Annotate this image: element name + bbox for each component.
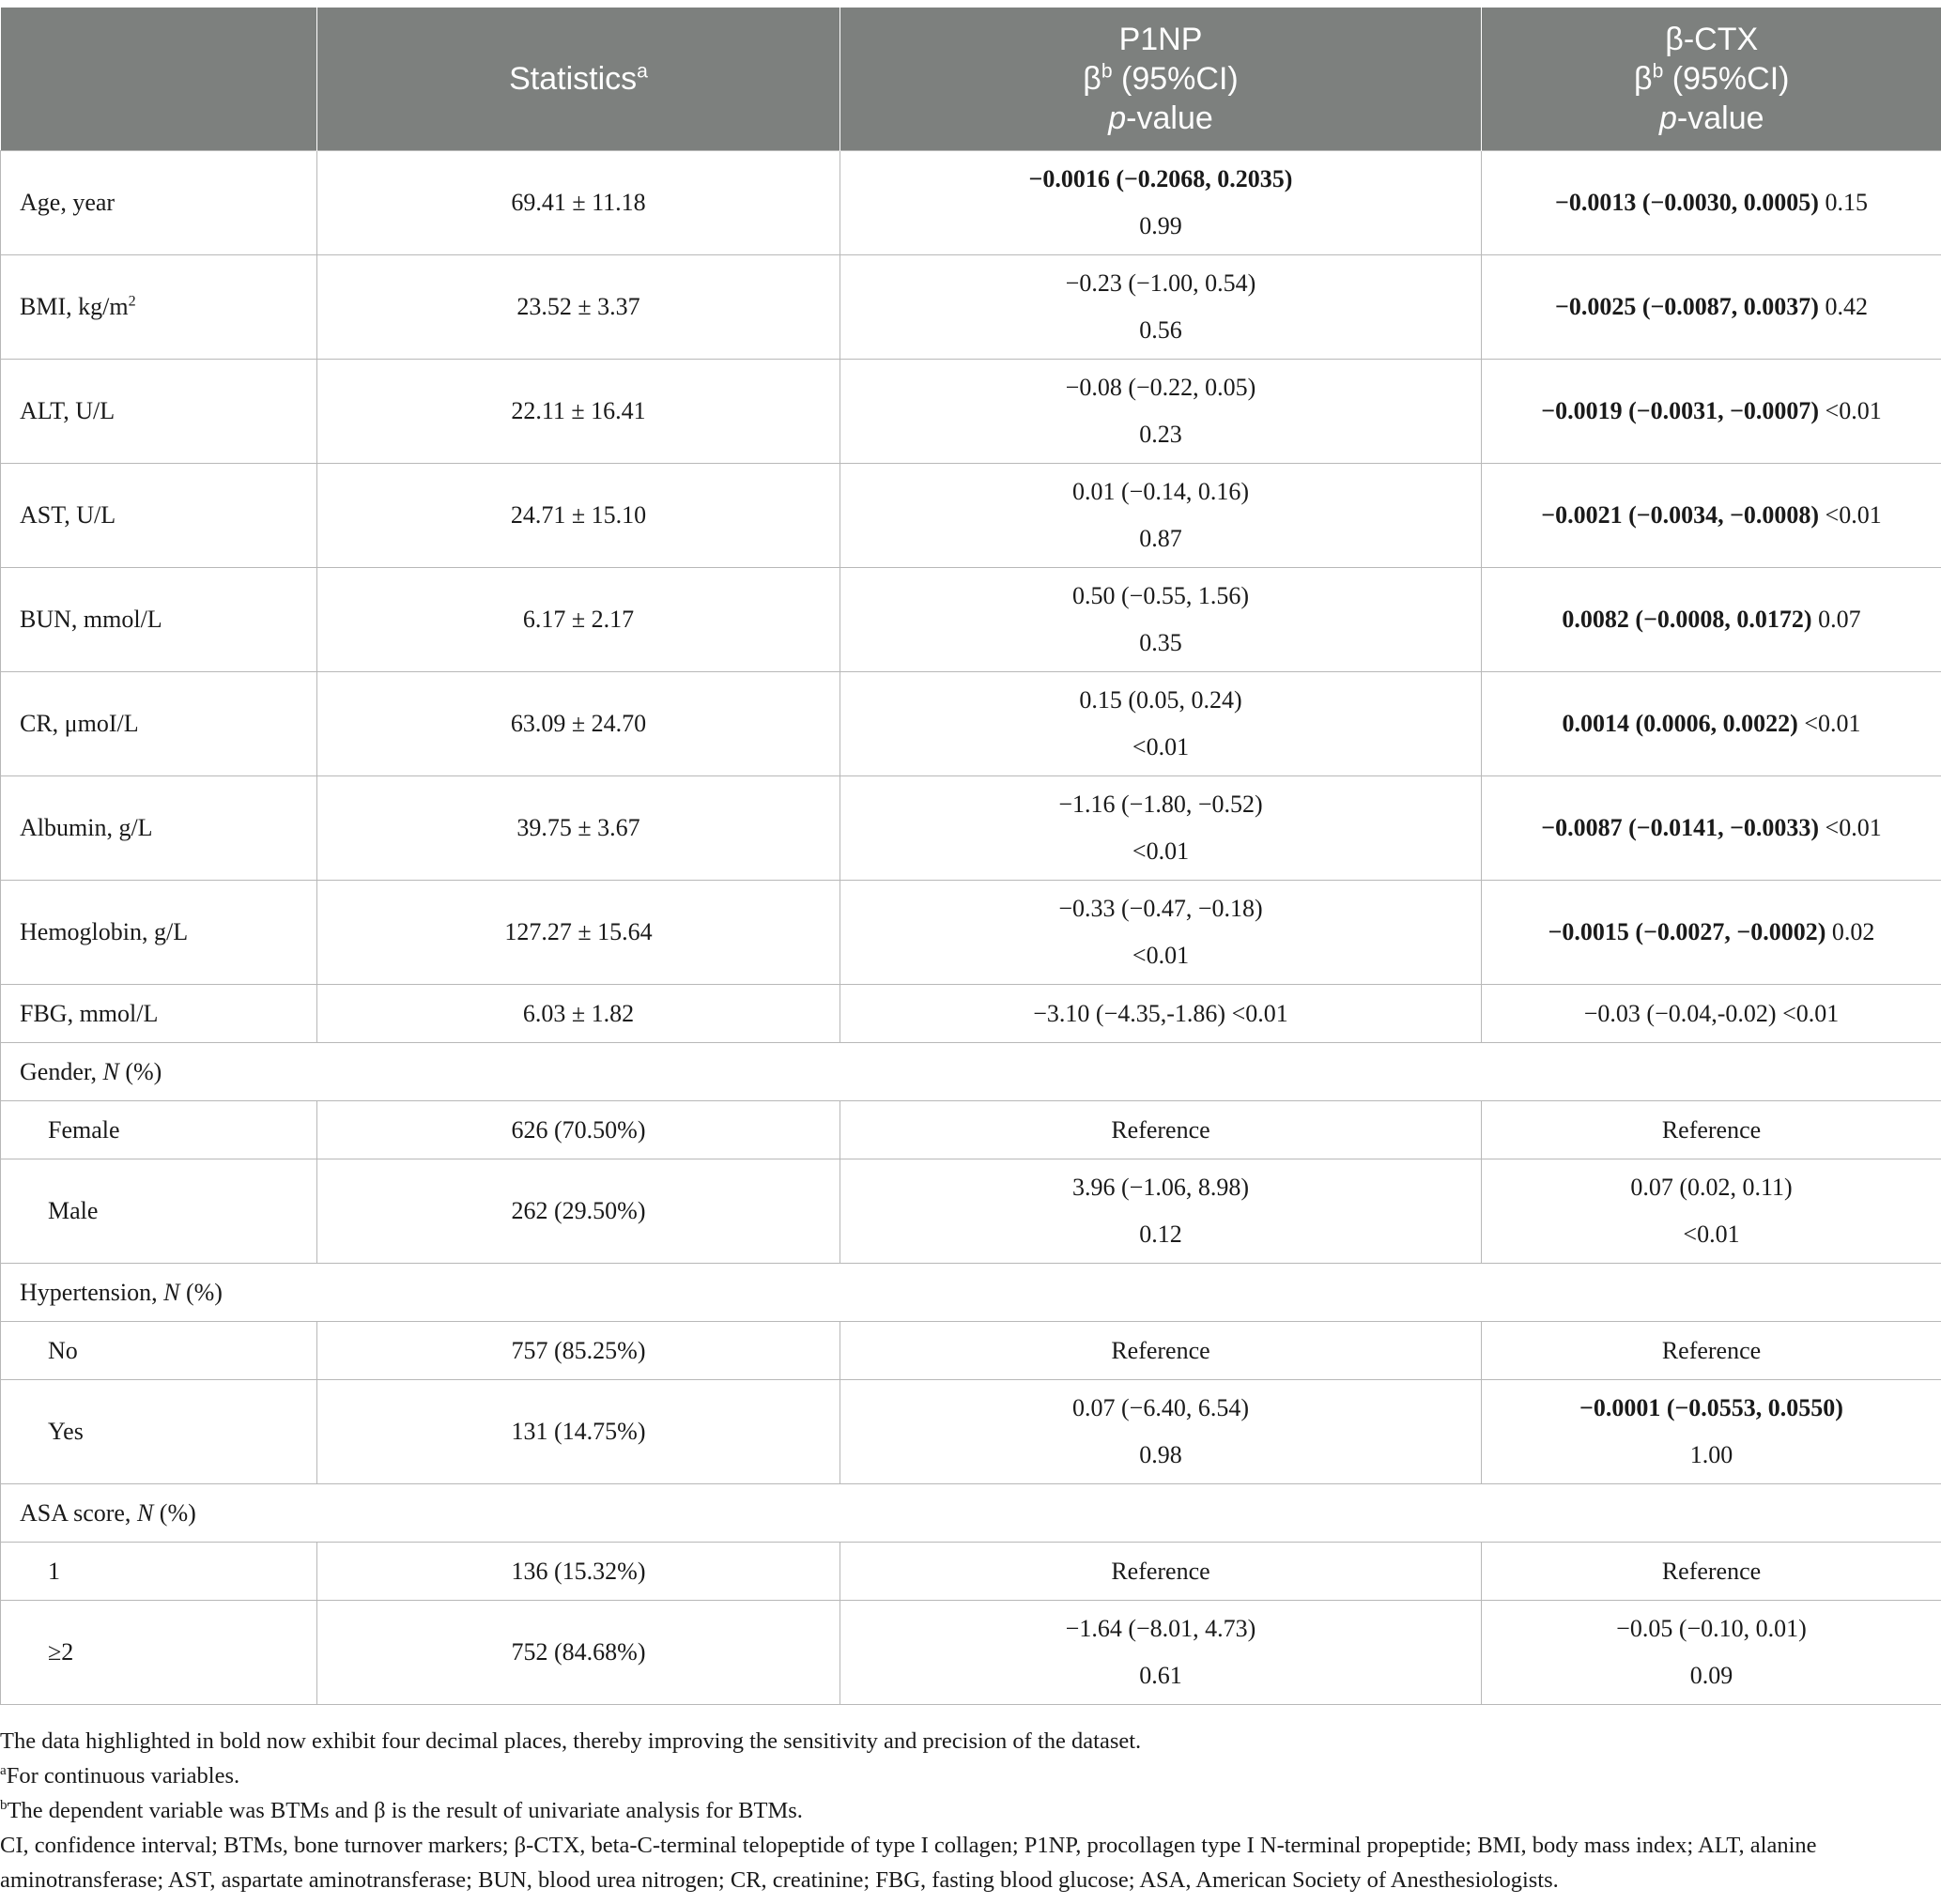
results-table xyxy=(0,8,1941,1705)
section-row-hypertension xyxy=(1,1264,1941,1322)
table-row xyxy=(1,1322,1941,1380)
abbreviations-note: CI, confidence interval; BTMs, bone turnover markers; β-CTX, beta-C-terminal telopeptide of type I collagen; P1NP, procollagen type I N-terminal propeptide; BMI, body mass index; ALT, alanine aminotransferase; AST, aspartate aminotransferase; BUN, blood urea nitrogen; CR, creatinine; FBG, fasting blood glucose; ASA, American Society of Anesthesiologists. xyxy=(0,1833,1817,1893)
stat-cell: 22.11 ± 16.41 xyxy=(317,360,840,464)
ctx-cell: 0.0082 (−0.0008, 0.0172) 0.07 xyxy=(1482,568,1941,672)
table-row xyxy=(1,672,1941,776)
row-label: AST, U/L xyxy=(1,464,317,568)
p1np-cell: −1.16 (−1.80, −0.52) <0.01 xyxy=(840,776,1482,881)
p1np-cell: −3.10 (−4.35,-1.86) <0.01 xyxy=(840,985,1482,1043)
stat-cell: 23.52 ± 3.37 xyxy=(317,255,840,360)
stat-cell: 757 (85.25%) xyxy=(317,1322,840,1380)
table-row xyxy=(1,1543,1941,1601)
ctx-cell: −0.0015 (−0.0027, −0.0002) 0.02 xyxy=(1482,881,1941,985)
stat-cell: 626 (70.50%) xyxy=(317,1101,840,1159)
header-beta-ctx: β-CTX $\beta^b$ (95%CI) p-value xyxy=(1482,8,1941,151)
p1np-cell: Reference xyxy=(840,1322,1482,1380)
section-label: Hypertension, N (%) xyxy=(1,1264,1941,1322)
p1np-cell: 0.15 (0.05, 0.24) <0.01 xyxy=(840,672,1482,776)
ctx-cell: −0.0025 (−0.0087, 0.0037) 0.42 xyxy=(1482,255,1941,360)
p1np-cell: −0.0016 (−0.2068, 0.2035) 0.99 xyxy=(840,151,1482,255)
table-row xyxy=(1,1159,1941,1264)
ctx-cell: Reference xyxy=(1482,1101,1941,1159)
ctx-cell: −0.0001 (−0.0553, 0.0550) 1.00 xyxy=(1482,1380,1941,1484)
row-label: Hemoglobin, g/L xyxy=(1,881,317,985)
row-label: BMI, $kg/m^2$ xyxy=(1,255,317,360)
table-row xyxy=(1,1101,1941,1159)
row-label: Female xyxy=(1,1101,317,1159)
section-row-gender xyxy=(1,1043,1941,1101)
ctx-cell: −0.0013 (−0.0030, 0.0005) 0.15 xyxy=(1482,151,1941,255)
row-label: ALT, U/L xyxy=(1,360,317,464)
row-label: 1 xyxy=(1,1543,317,1601)
bold-note: The data highlighted in bold now exhibit four decimal places, thereby improving the sensitivity and precision of the dataset. xyxy=(0,1728,1142,1754)
p1np-cell: Reference xyxy=(840,1543,1482,1601)
table-footnotes xyxy=(0,1724,1934,1897)
row-label: BUN, mmol/L xyxy=(1,568,317,672)
stat-cell: 262 (29.50%) xyxy=(317,1159,840,1264)
row-label: Yes xyxy=(1,1380,317,1484)
table-row xyxy=(1,1601,1941,1705)
ctx-cell: −0.0021 (−0.0034, −0.0008) <0.01 xyxy=(1482,464,1941,568)
stat-cell: 131 (14.75%) xyxy=(317,1380,840,1484)
stat-cell: 136 (15.32%) xyxy=(317,1543,840,1601)
table-row xyxy=(1,881,1941,985)
stat-cell: 24.71 ± 15.10 xyxy=(317,464,840,568)
header-p1np: P1NP $\beta^b$ (95%CI) p-value xyxy=(840,8,1482,151)
row-label: ≥2 xyxy=(1,1601,317,1705)
table-row xyxy=(1,360,1941,464)
row-label: Male xyxy=(1,1159,317,1264)
p1np-cell: −1.64 (−8.01, 4.73) 0.61 xyxy=(840,1601,1482,1705)
header-statistics: Statistics$^a$ xyxy=(317,8,840,151)
table-header-row xyxy=(1,8,1941,151)
section-label: Gender, N (%) xyxy=(1,1043,1941,1101)
table-row xyxy=(1,464,1941,568)
p1np-cell: −0.33 (−0.47, −0.18) <0.01 xyxy=(840,881,1482,985)
row-label: FBG, mmol/L xyxy=(1,985,317,1043)
ctx-cell: 0.0014 (0.0006, 0.0022) <0.01 xyxy=(1482,672,1941,776)
p1np-cell: 0.07 (−6.40, 6.54) 0.98 xyxy=(840,1380,1482,1484)
stat-cell: 752 (84.68%) xyxy=(317,1601,840,1705)
ctx-cell: −0.03 (−0.04,-0.02) <0.01 xyxy=(1482,985,1941,1043)
ctx-cell: −0.0019 (−0.0031, −0.0007) <0.01 xyxy=(1482,360,1941,464)
stat-cell: 127.27 ± 15.64 xyxy=(317,881,840,985)
ctx-cell: 0.07 (0.02, 0.11) <0.01 xyxy=(1482,1159,1941,1264)
table-row xyxy=(1,151,1941,255)
ctx-cell: −0.0087 (−0.0141, −0.0033) <0.01 xyxy=(1482,776,1941,881)
table-row xyxy=(1,985,1941,1043)
table-row xyxy=(1,255,1941,360)
stat-cell: 39.75 ± 3.67 xyxy=(317,776,840,881)
p1np-cell: −0.23 (−1.00, 0.54) 0.56 xyxy=(840,255,1482,360)
stat-cell: 6.03 ± 1.82 xyxy=(317,985,840,1043)
ctx-cell: −0.05 (−0.10, 0.01) 0.09 xyxy=(1482,1601,1941,1705)
table-row xyxy=(1,568,1941,672)
stat-cell: 69.41 ± 11.18 xyxy=(317,151,840,255)
row-label: No xyxy=(1,1322,317,1380)
p1np-cell: 3.96 (−1.06, 8.98) 0.12 xyxy=(840,1159,1482,1264)
table-row xyxy=(1,776,1941,881)
footnote-a: $^a$For continuous variables. xyxy=(0,1761,240,1789)
row-label: Albumin, g/L xyxy=(1,776,317,881)
p1np-cell: 0.01 (−0.14, 0.16) 0.87 xyxy=(840,464,1482,568)
p1np-cell: Reference xyxy=(840,1101,1482,1159)
table-row xyxy=(1,1380,1941,1484)
section-label: ASA score, N (%) xyxy=(1,1484,1941,1543)
p1np-cell: −0.08 (−0.22, 0.05) 0.23 xyxy=(840,360,1482,464)
section-row-asa xyxy=(1,1484,1941,1543)
p1np-cell: 0.50 (−0.55, 1.56) 0.35 xyxy=(840,568,1482,672)
stat-cell: 63.09 ± 24.70 xyxy=(317,672,840,776)
footnote-b: $^b$The dependent variable was BTMs and β is the result of univariate analysis for BTMs. xyxy=(0,1796,803,1823)
header-variable xyxy=(1,8,317,151)
ctx-cell: Reference xyxy=(1482,1543,1941,1601)
row-label: CR, μmoI/L xyxy=(1,672,317,776)
stat-cell: 6.17 ± 2.17 xyxy=(317,568,840,672)
ctx-cell: Reference xyxy=(1482,1322,1941,1380)
row-label: Age, year xyxy=(1,151,317,255)
